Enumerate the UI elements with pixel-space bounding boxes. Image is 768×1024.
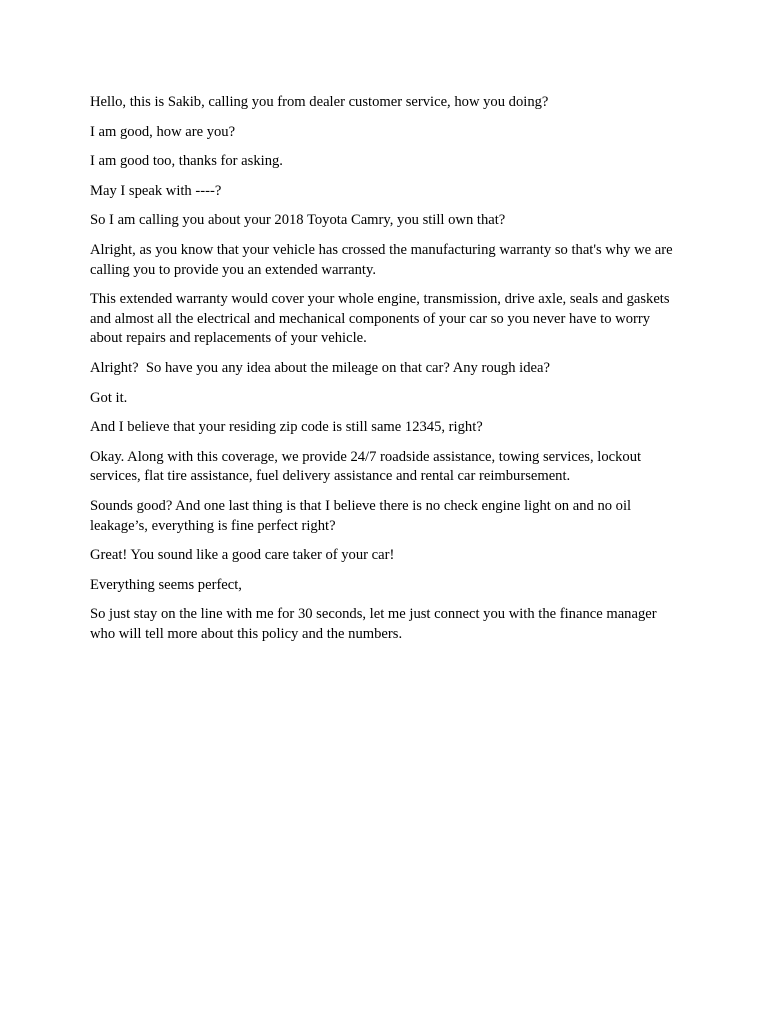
paragraph-2: I am good, how are you? [90,123,236,140]
paragraph-3: I am good too, thanks for asking. [90,153,283,170]
paragraph-7: This extended warranty would cover your whole engine, transmission, drive axle, seals and gaskets and almost all the electrical and mechanical components of your car so you never have to worry about repairs and replacements of your vehicle. [90,291,674,347]
paragraph-9: Got it. [90,389,128,406]
paragraph-4: May I speak with ----? [90,182,222,199]
paragraph-1: Hello, this is Sakib, calling you from dealer customer service, how you doing? [90,94,549,110]
paragraph-12: Sounds good? And one last thing is that I believe there is no check engine light on and no oil leakage’s, everything is fine perfect right? [90,497,635,534]
paragraph-8: Alright? So have you any idea about the mileage on that car? Any rough idea? [90,359,550,376]
paragraph-5: So I am calling you about your 2018 Toyota Camry, you still own that? [90,212,506,229]
document-body [90,93,684,654]
paragraph-14: Everything seems perfect, [90,576,242,593]
paragraph-11: Okay. Along with this coverage, we provide 24/7 roadside assistance, towing services, lockout services, flat tire assistance, fuel delivery assistance and rental car reimbursement. [90,448,645,485]
paragraph-13: Great! You sound like a good care taker of your car! [90,547,395,564]
paragraph-6: Alright, as you know that your vehicle has crossed the manufacturing warranty so that's why we are calling you to provide you an extended warranty. [90,241,677,278]
paragraph-15: So just stay on the line with me for 30 seconds, let me just connect you with the finance manager who will tell more about this policy and the numbers. [90,606,661,642]
paragraph-10: And I believe that your residing zip code is still same 12345, right? [90,419,483,436]
